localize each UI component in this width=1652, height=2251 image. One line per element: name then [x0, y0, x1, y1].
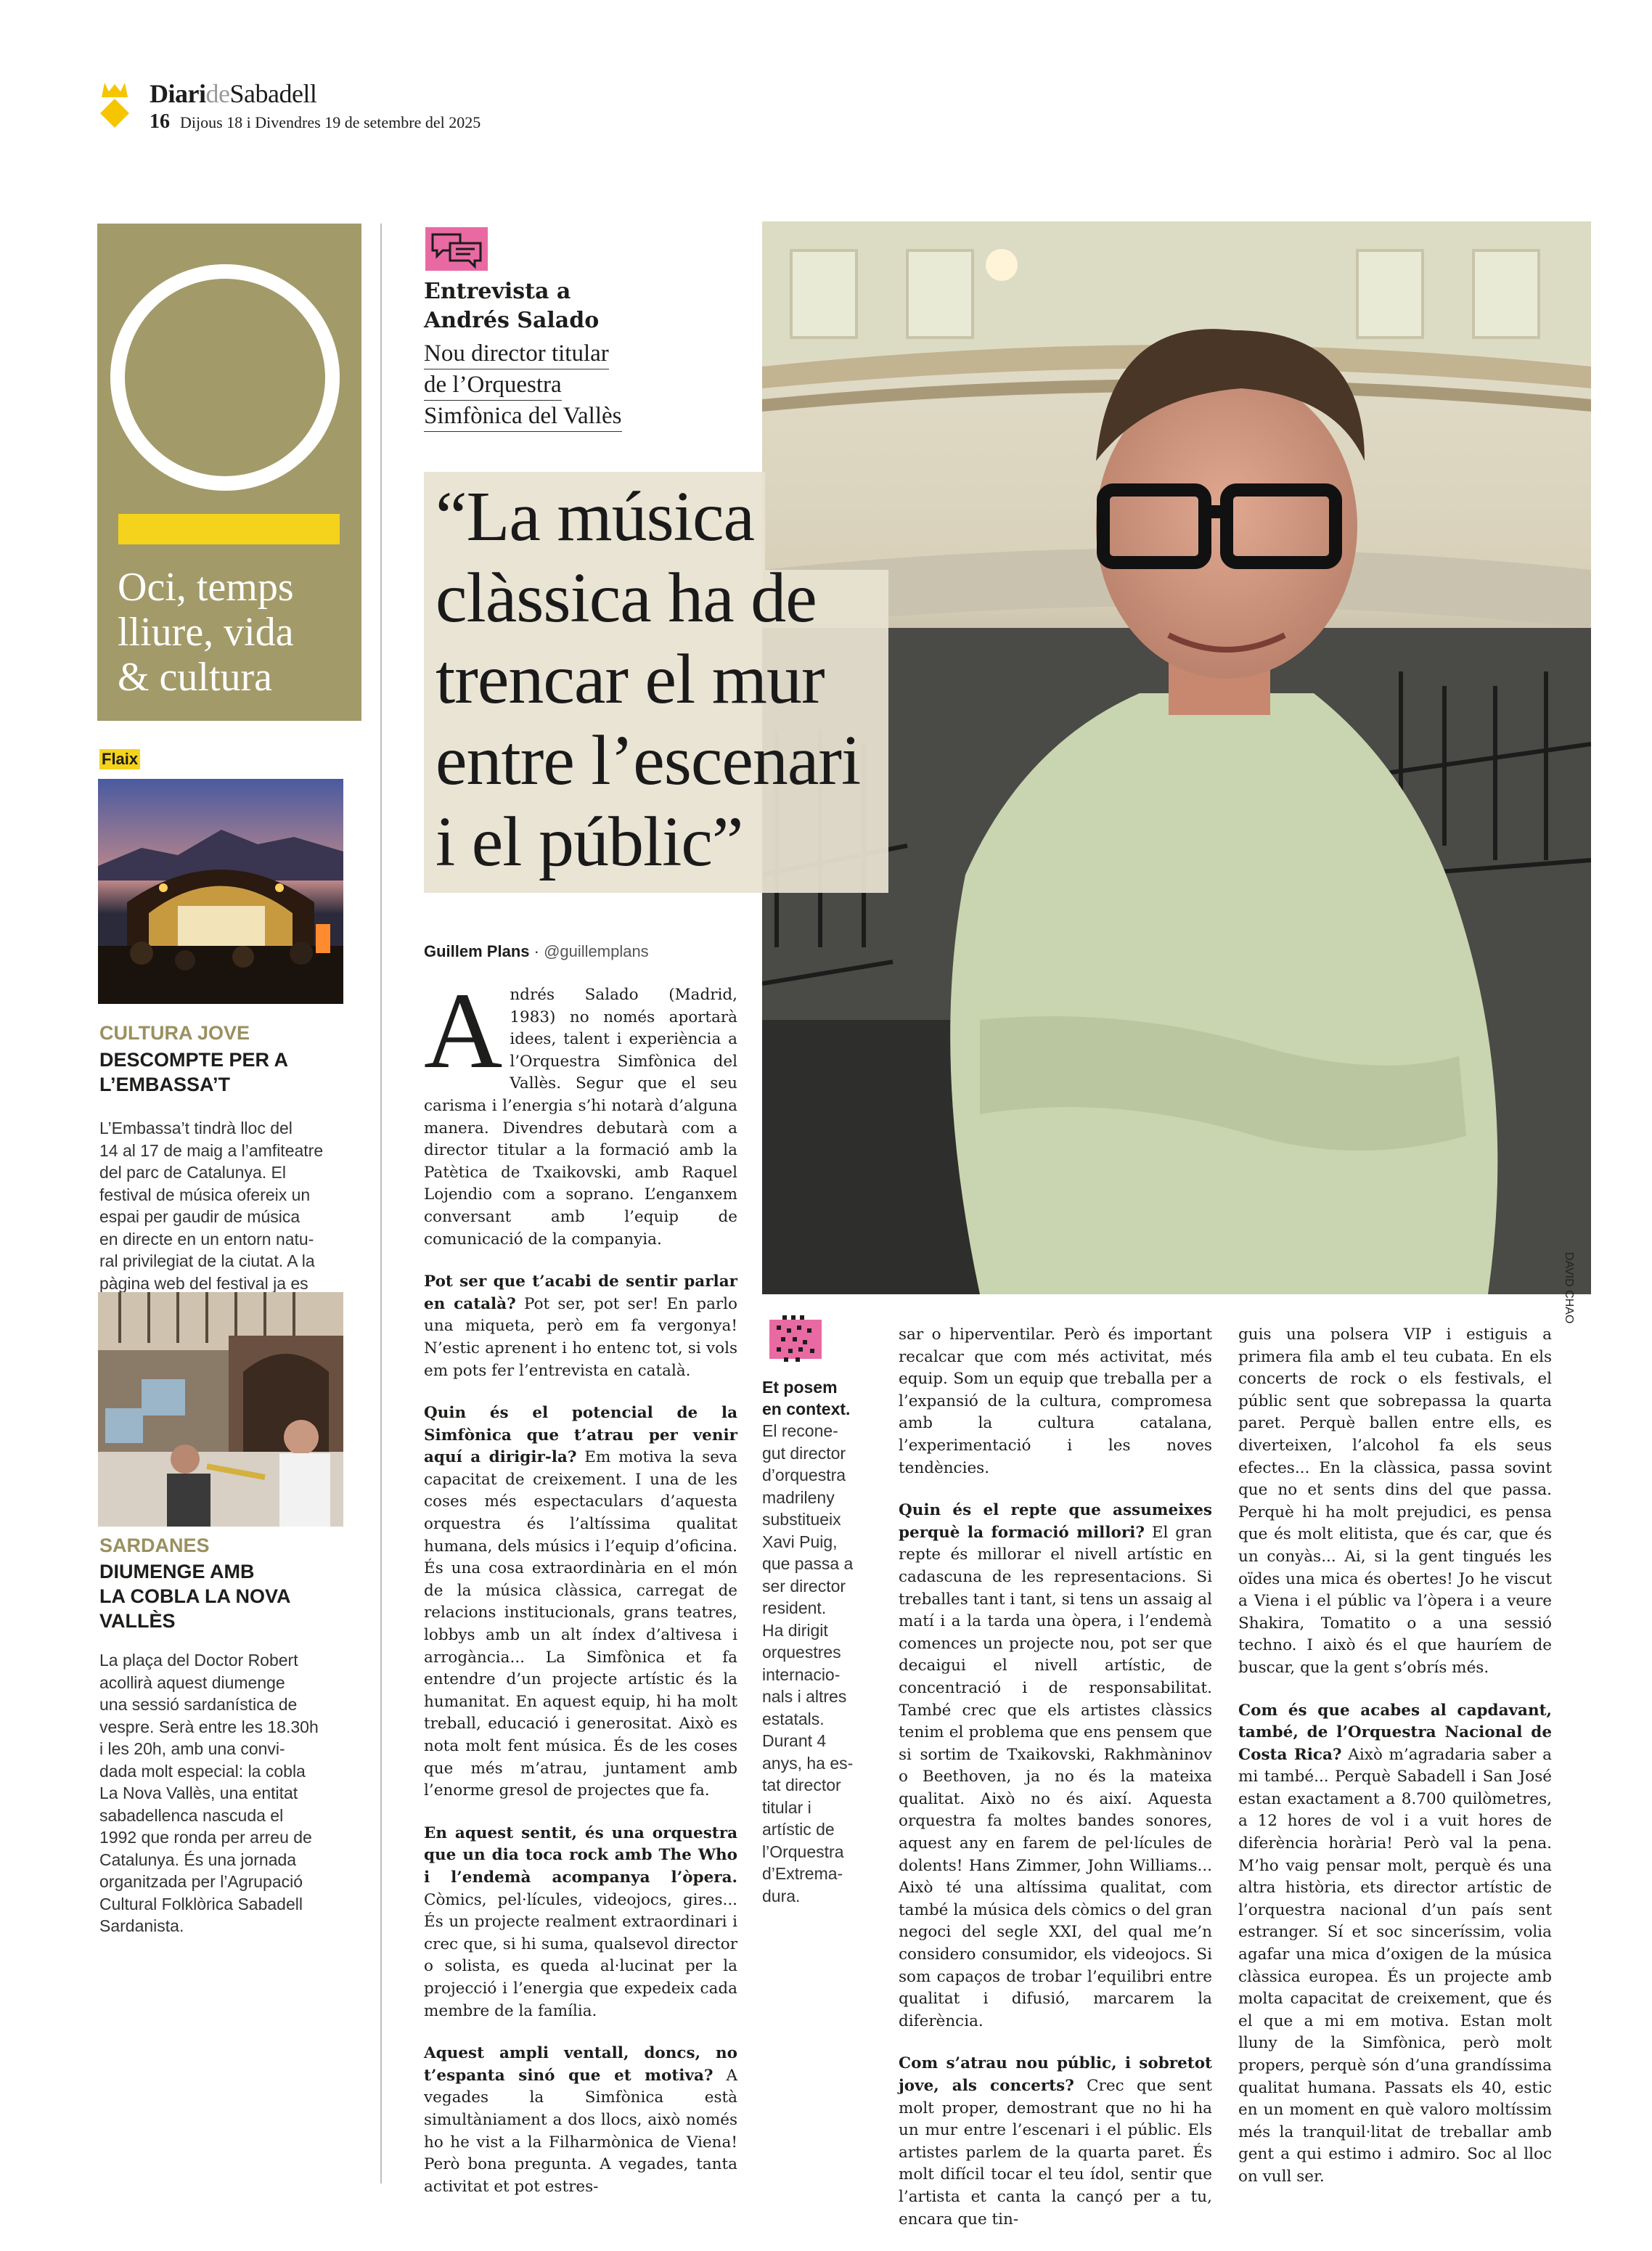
diari-logo-icon: [94, 81, 135, 128]
section-title: Oci, temps lliure, vida & cultura: [118, 565, 294, 700]
newspaper-brand[interactable]: DiarideSabadell: [150, 79, 317, 108]
page-info: [150, 110, 481, 134]
story2-headline: DIUMENGE AMB LA COBLA LA NOVA VALLÈS: [99, 1561, 291, 1632]
interview-title: Entrevista a Andrés Salado: [424, 279, 600, 333]
photo-credit: DAVID CHAO: [1563, 1252, 1575, 1324]
context-dots-icon: [762, 1312, 829, 1365]
speech-bubbles-icon: [425, 227, 488, 271]
context-title: Et posem en context.: [762, 1378, 851, 1418]
page-number: 16: [150, 110, 170, 133]
author-handle[interactable]: @guillemplans: [544, 942, 649, 960]
drop-cap: A: [424, 971, 503, 1091]
story1-text: L’Embassa’t tindrà lloc del 14 al 17 de maig a l’amfiteatre del parc de Catalunya. El festival de música ofereix un espai per gaudir de música en directe en un entorn natu- ral privilegiat de la ciutat. A la pàgina web del festival ja es: [99, 1119, 324, 1293]
article-column-2: sar o hiperventilar. Però és important recalcar que com més activitat, més equip. Som un equip que treballa per a l’expansió de la cultura, compromesa amb la cultura catalana, l’experimentació i les noves tendències. Quin és el repte que assumeixes perquè la formació millori? El gran repte és millorar el nivell artístic en cadascuna de les representacions. Si treballes tant i tant, si tens un assaig al matí i a la tarda una òpera, i l’endemà comences un projecte nou, pot ser que decaigui el nivell artístic, de concentració i de responsabilitat. També crec que els artistes clàssics tenim el problema que ens pensem que si sortim de Txaikovski, Rakhmàninov o Beethoven, ja no és la mateixa qualitat. Això no és així. Aquesta orquestra fa moltes bandes sonores, aquest any en farem de pel·lícules de dolents! Hans Zimmer, John Williams... Això té una altíssima qualitat, com també la música dels còmics o del gran negoci del segle XXI, del qual me’n considero consumidor, els videojocs. Si som capaços de trobar l’equilibri entre qualitat i difusió, marcarem la diferència. Com s’atrau nou públic, i sobretot jove, als concerts? Crec que sent molt proper, demostrant que no hi ha un mur entre l’escenari i el públic. Els artistes parlem de la quarta paret. És molt difícil tocar el teu ídol, sentir que l’artista et canta la cançó per a tu, encara que tin-: [899, 1325, 1212, 2228]
festival-photo: [98, 779, 343, 1004]
sardana-band-photo: [98, 1292, 343, 1527]
issue-date: Dijous 18 i Divendres 19 de setembre del 2025: [180, 113, 481, 131]
column-rule: [380, 224, 382, 2183]
context-text: El recone- gut director d’orquestra madrileny substitueix Xavi Puig, que passa a ser director resident. Ha dirigit orquestres internacio- nals i altres estatals. Durant 4 anys, ha es- tat director titular i artístic de l’Orquestra d’Extrema- dura.: [762, 1421, 854, 1905]
section-letter: [109, 261, 341, 494]
article-column-1: Andrés Salado (Madrid, 1983) no només aportarà idees, talent i experiència a l’Orquestra Simfònica del Vallès. Segur que el seu carisma i l’energia s’hi notarà d’alguna manera. Divendres debutarà com a director titular a la formació amb la Patètica de Txaikovski, amb Raquel Lojendio com a soprano. L’enganxem conversant amb l’equip de comunicació de la companyia. Pot ser que t’acabi de sentir parlar en català? Pot ser, pot ser! En parlo una miqueta, però em fa vergonya! N’estic aprenent i ho entenc tot, si vols em pots fer l’entrevista en català. Quin és el potencial de la Simfònica que t’atrau per venir aquí a dirigir-la? Em motiva la seva capacitat de creixement. I una de les coses més espectaculars d’aquesta orquestra és l’altíssima qualitat humana, dels músics i l’equip d’oficina. És una cosa extraordinària en el món de la música clàssica, carregat de relacions institucionals, grans teatres, lobbys amb un alt índex d’altivesa i arrogància... La Simfònica et fa entendre d’un projecte artístic és la humanitat. En aquest equip, hi ha molt treball, educació i generositat. Això es nota molt fent música. És de les coses que més m’atrau, juntament amb l’enorme gresol de projectes que fa. En aquest sentit, és una orquestra que un dia toca rock amb The Who i l’endemà acompanya l’òpera. Còmics, pel·lícules, videojocs, gires... És un projecte realment extraordinari i crec que, si hi suma, qualsevol director o solista, es queda al·lucinat per la projecció i l’energia que expedeix cada membre de la família. Aquest ampli ventall, doncs, no t’espanta sinó que et motiva? A vegades la Simfònica està simultàniament a dos llocs, això només ho he vist a la Filharmònica de Viena! Però bona pregunta. A vegades, tanta activitat et pot estres-: [424, 971, 737, 2196]
byline: Guillem Plans · @guillemplans: [424, 942, 649, 960]
interview-subtitle: Nou director titular de l’Orquestra Simfònica del Vallès: [424, 338, 622, 432]
story1-kicker: CULTURA JOVE: [99, 1022, 250, 1044]
section-accent-bar: [118, 514, 340, 544]
flaix-label: Flaix: [99, 749, 140, 769]
story2-kicker: SARDANES: [99, 1535, 210, 1556]
article-column-3: guis una polsera VIP i estiguis a primera fila amb el teu cubata. En els concerts de rock o els festivals, el públic sent que sobrepassa la quarta paret. Perquè ballen entre ells, es diverteixen, l’alcohol fa els seus efectes... En la clàssica, passa sovint que no et sents dins del que passa. Perquè hi ha molt prejudici, es pensa que és molt elitista, que és car, que és un conyàs... Ai, si la gent tingués les oïdes una mica és obertes! Jo he viscut a Viena i el públic va l’òpera i a veure Shakira, Tomatito o a una sessió techno. I això és el que hauríem de buscar, que la gent s’obrís més. Com és que acabes al capdavant, també, de l’Orquestra Nacional de Costa Rica? Això m’agradaria saber a mi també... Perquè Sabadell i San José estan exactament a 8.700 quilòmetres, a 12 hores de vol i a vuit hores de diferència horària! Però val la pena. M’ho vaig pensar molt, perquè és una altra història, ets director artístic de l’orquestra nacional d’un país sent estranger. Sí et soc sinceríssim, volia agafar una mica d’oxigen de la música clàssica europea. És un projecte amb molta capacitat de creixement, que és el que a mi em motiva. Estan molt lluny de la Simfònica, però molt propers, perquè són d’una grandíssima qualitat humana. Passats els 40, estic en un moment en què valoro moltíssim més la tranquil·litat de treballar amb gent a qui estimo i admiro. Soc al lloc on vull ser.: [1238, 1325, 1552, 2186]
story1-headline: DESCOMPTE PER A L’EMBASSA’T: [99, 1049, 289, 1095]
story2-text: La plaça del Doctor Robert acollirà aquest diumenge una sessió sardanística de vespre. Serà entre les 18.30h i les 20h, amb una convi- dada molt especial: la cobla La Nova Vallès, una entitat sabadellenca nascuda el 1992 que ronda per arreu de Catalunya. És una jornada organitzada per l’Agrupació Cultural Folklòrica Sabadell Sardanista.: [99, 1651, 319, 1935]
pull-quote: “La música clàssica ha de trencar el mur entre l’escenari i el públic”: [436, 478, 861, 881]
